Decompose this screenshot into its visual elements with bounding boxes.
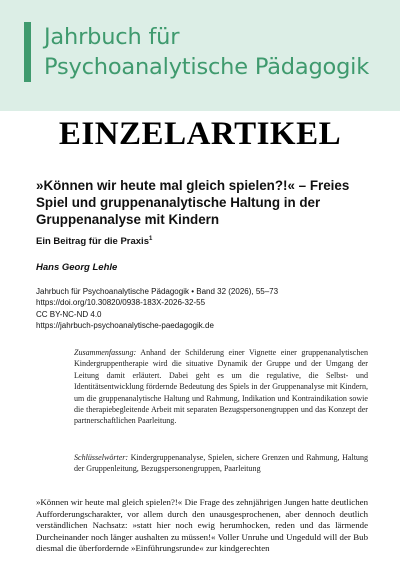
journal-website-link[interactable]: https://jahrbuch-psychoanalytische-paedagogik.de xyxy=(36,320,214,330)
header-accent-bar xyxy=(24,22,31,82)
article-title: »Können wir heute mal gleich spielen?!« – Freies Spiel und gruppenanalytische Haltung in der Gruppenanalyse mit Kindern xyxy=(36,178,350,227)
journal-name-line2: Psychoanalytische Pädagogik xyxy=(44,54,370,80)
abstract-label: Zusammenfassung: xyxy=(74,348,137,357)
journal-name xyxy=(44,22,369,82)
footnote-marker: 1 xyxy=(148,236,153,242)
license-line: CC BY-NC-ND 4.0 xyxy=(36,309,102,319)
citation-line: Jahrbuch für Psychoanalytische Pädagogik • Band 32 (2026), 55–73 xyxy=(36,287,279,296)
keywords xyxy=(74,452,368,475)
article-subtitle xyxy=(36,236,152,247)
journal-header xyxy=(0,0,400,111)
abstract-text: Anhand der Schilderung einer Vignette einer gruppenanalytischen Kindergruppentherapie wird die situative Dynamik der Gruppe und der Umgang der Leitung damit erläutert. Dabei geht es um die regulative, die Selbst- und Identitätsentwicklung fördernde Bedeutung des Spiels in der Gruppenanalyse mit Kindern, um die gruppenanalytische Haltung und Rahmung, Indikation und Kontraindikation sowie die therapiebegleitende Arbeit mit separaten Bezugspersonengruppen und das Konzept der partnerschaftlichen Paarleitung. xyxy=(74,348,368,426)
body-paragraph: »Können wir heute mal gleich spielen?!« Die Frage des zehnjährigen Jungen hatte deutlichen Aufforderungscharakter, vor allem durch den unausgesprochenen, aber dennoch deutlich verständlichen Nachsatz: »statt hier noch ewig herumhocken, reden und das lärmende Durcheinander noch länger aushalten zu müssen!« Voller Unruhe und Ungeduld will der Bub diesmal die überfordernde »Einführungsrunde« zur kindgerechten xyxy=(36,497,368,554)
keywords-text: Kindergruppenanalyse, Spielen, sichere Grenzen und Rahmung, Haltung der Gruppenleitung, Bezugspersonengruppen, Paarleitung xyxy=(74,453,368,474)
subtitle-text: Ein Beitrag für die Praxis xyxy=(36,236,149,248)
article-type-banner: EINZELARTIKEL xyxy=(58,116,342,152)
keywords-label: Schlüsselwörter: xyxy=(74,453,129,462)
doi-link[interactable]: https://doi.org/10.30820/0938-183X-2026-32-55 xyxy=(36,298,206,308)
abstract xyxy=(74,347,368,427)
article-author: Hans Georg Lehle xyxy=(36,262,118,273)
citation-block xyxy=(36,286,278,331)
journal-name-line1: Jahrbuch für xyxy=(44,24,180,50)
